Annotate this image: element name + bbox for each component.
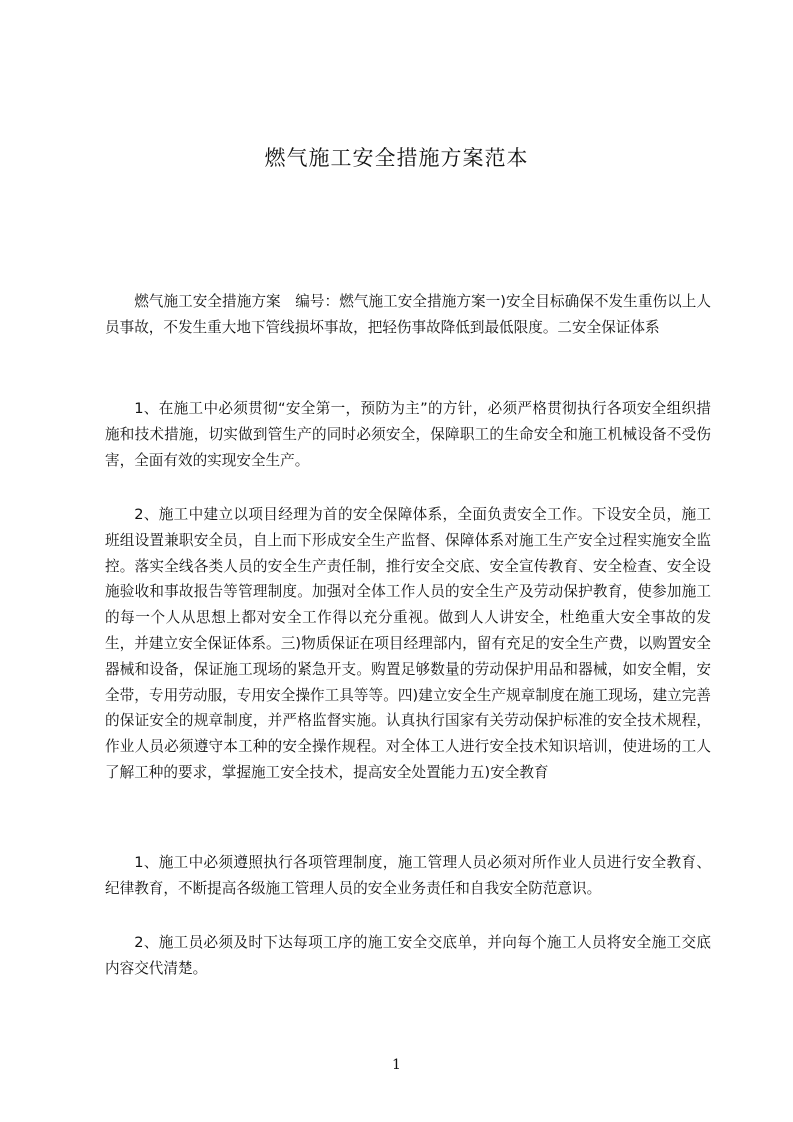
document-title: 燃气施工安全措施方案范本 xyxy=(264,146,529,170)
paragraph-intro: 燃气施工安全措施方案 编号：燃气施工安全措施方案一)安全目标确保不发生重伤以上人员事故，不发生重大地下管线损坏事故，把轻伤事故降低到最低限度。二安全保证体系 xyxy=(105,293,711,336)
paragraph-safety-briefing: 2、施工员必须及时下达每项工序的施工安全交底单，并向每个施工人员将安全施工交底内容交代清楚。 xyxy=(105,934,711,977)
page-number: 1 xyxy=(392,1057,401,1073)
paragraph-safety-education: 1、施工中必须遵照执行各项管理制度，施工管理人员必须对所作业人员进行安全教育、纪律教育，不断提高各级施工管理人员的安全业务责任和自我安全防范意识。 xyxy=(105,854,711,897)
paragraph-safety-system: 2、施工中建立以项目经理为首的安全保障体系，全面负责安全工作。下设安全员，施工班组设置兼职安全员，自上而下形成安全生产监督、保障体系对施工生产安全过程实施安全监控。落实全线各类人员的安全生产责任制，推行安全交底、安全宣传教育、安全检查、安全设施验收和事故报告等管理制度。加强对全体工作人员的安全生产及劳动保护教育，使参加施工的每一个人从思想上都对安全工作得以充分重视。做到人人讲安全，杜绝重大安全事故的发生，并建立安全保证体系。三)物质保证在项目经理部内，留有充足的安全生产费，以购置安全器械和设备，保证施工现场的紧急开支。购置足够数量的劳动保护用品和器械，如安全帽，安全带，专用劳动服，专用安全操作工具等等。四)建立安全生产规章制度在施工现场，建立完善的保证安全的规章制度，并严格监督实施。认真执行国家有关劳动保护标准的安全技术规程，作业人员必须遵守本工种的安全操作规程。对全体工人进行安全技术知识培训，使进场的工人了解工种的要求，掌握施工安全技术，提高安全处置能力五)安全教育 xyxy=(105,506,711,781)
paragraph-safety-policy: 1、在施工中必须贯彻“安全第一，预防为主”的方针，必须严格贯彻执行各项安全组织措施和技术措施，切实做到管生产的同时必须安全，保障职工的生命安全和施工机械设备不受伤害，全面有效的实现安全生产。 xyxy=(105,400,711,469)
